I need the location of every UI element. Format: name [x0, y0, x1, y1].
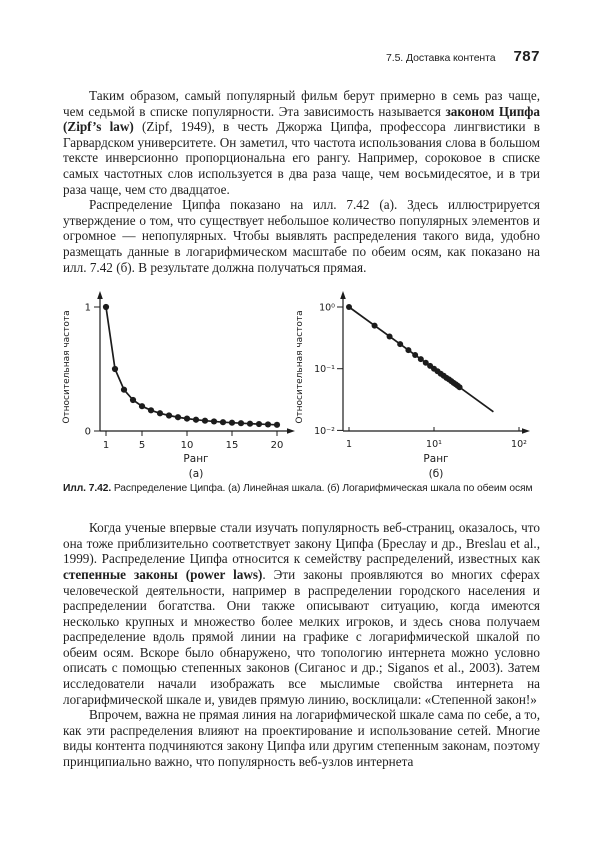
svg-text:10¹: 10¹ [426, 439, 442, 451]
text-column [63, 88, 540, 770]
svg-text:10⁰: 10⁰ [319, 302, 335, 314]
svg-text:(б): (б) [428, 468, 444, 480]
figure-caption-text: Распределение Ципфа. (а) Линейная шкала. (б) Логарифмическая шкала по обеим осям [113, 483, 533, 495]
chart-linear-scale [58, 289, 298, 479]
svg-text:20: 20 [270, 440, 284, 452]
svg-text:5: 5 [138, 440, 146, 452]
figure-charts [63, 289, 540, 479]
svg-text:1: 1 [102, 440, 110, 452]
svg-text:(а): (а) [188, 468, 204, 480]
svg-text:Относительная частота: Относительная частота [62, 310, 72, 424]
svg-text:10⁻¹: 10⁻¹ [314, 364, 335, 376]
svg-text:10⁻²: 10⁻² [314, 426, 335, 438]
figure-caption-label: Илл. 7.42. [63, 483, 112, 495]
chart-loglog-scale [291, 289, 541, 479]
paragraph-zipf-law: Таким образом, самый популярный фильм берут примерно в семь раз чаще, чем седьмой в списке популярности. Эта зависимость называется законом Ципфа (Zipf’s law) (Zipf, 1949), в честь Джоржа Ципфа, профессора лингвистики в Гарвардском университете. Он заметил, что частота использования слова в большом тексте инверсионно пропорциональна его рангу. Например, сороковое в списке самых частотных слов используется в два раза чаще, чем восьмидесятое, и в три раза чаще, чем сто двадцатое. [63, 88, 541, 197]
page-number: 787 [513, 48, 540, 65]
section-heading: 7.5. Доставка контента [386, 52, 496, 64]
paragraph-power-laws: Когда ученые впервые стали изучать популярность веб-страниц, оказалось, что она тоже приблизительно соответствует закону Ципфа (Бреслау и др., Breslau et al., 1999). Распределение Ципфа относится к семейству распределений, известных как степенные законы (power laws). Эти законы проявляются во многих сферах человеческой деятельности, например в распределении городского населения и распределении богатства. Они также описывают ситуацию, когда имеются несколько крупных и множество более мелких игроков, и здесь снова получаем распределение вдоль прямой линии на графике с логарифмической шкалой по обеим осям. Вскоре было обнаружено, что топологию интернета можно условно описать с помощью степенных законов (Сиганос и др.; Siganos et al., 2003). Затем исследователи начали изображать все мыслимые свойства интернета на логарифмической шкале и, увидев прямую линию, восклицали: «Степенной закон!» [63, 520, 541, 707]
figure-caption [63, 483, 540, 494]
svg-text:15: 15 [225, 440, 239, 452]
paragraph-distribution: Распределение Ципфа показано на илл. 7.42 (а). Здесь иллюстрируется утверждение о том, что существует небольшое количество популярных элементов и огромное — непопулярных. Чтобы выявлять распределения такого вида, удобно размещать данные в логарифмическом масштабе по обеим осям, как показано на илл. 7.42 (б). В результате должна получаться прямая. [63, 197, 540, 275]
running-head [63, 48, 540, 66]
svg-text:Ранг: Ранг [423, 453, 449, 466]
svg-text:10: 10 [180, 440, 194, 452]
svg-text:10²: 10² [511, 439, 527, 451]
figure-7-42 [63, 289, 540, 494]
svg-text:Ранг: Ранг [183, 453, 209, 466]
svg-text:1: 1 [84, 302, 91, 314]
svg-text:0: 0 [84, 426, 91, 438]
svg-text:1: 1 [345, 439, 353, 451]
paragraph-design-impact: Впрочем, важна не прямая линия на логарифмической шкале сама по себе, а то, как эти распределения влияют на проектирование и использование сетей. Многие виды контента подчиняются закону Ципфа или другим степенным законам, поэтому принципиально важно, что популярность веб-узлов интернета [63, 707, 540, 770]
svg-text:Относительная частота: Относительная частота [295, 310, 305, 424]
